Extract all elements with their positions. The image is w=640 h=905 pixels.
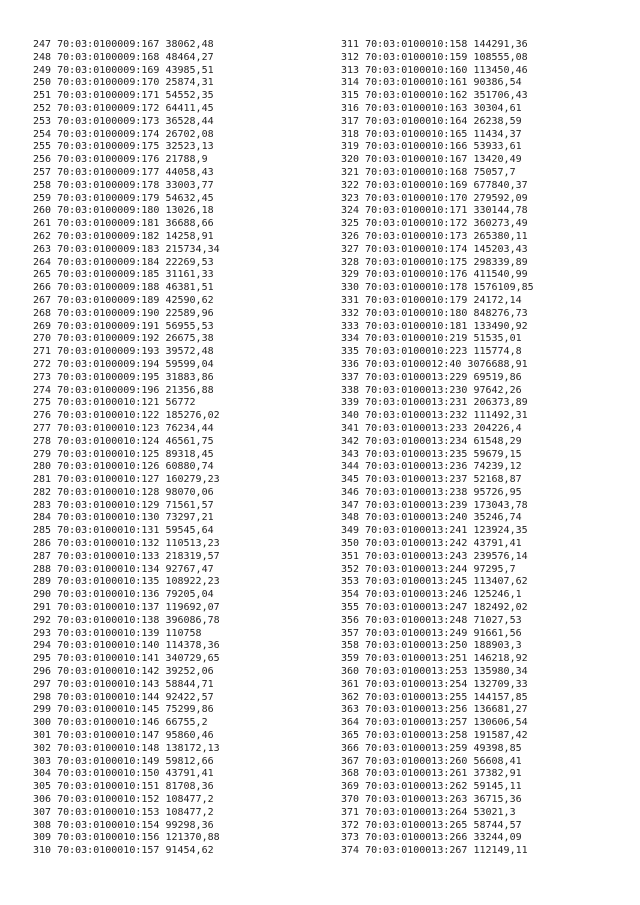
table-row: 279 70:03:0100010:125 89318,45 xyxy=(33,448,214,460)
table-row: 326 70:03:0100010:173 265380,11 xyxy=(341,230,528,242)
table-row: 295 70:03:0100010:141 340729,65 xyxy=(33,653,220,665)
table-row: 287 70:03:0100010:133 218319,57 xyxy=(33,550,220,562)
table-row: 320 70:03:0100010:167 13420,49 xyxy=(341,154,522,166)
table-row: 369 70:03:0100013:262 59145,11 xyxy=(341,781,522,793)
table-row: 254 70:03:0100009:174 26702,08 xyxy=(33,128,214,140)
table-row: 292 70:03:0100010:138 396086,78 xyxy=(33,614,220,626)
table-row: 357 70:03:0100013:249 91661,56 xyxy=(341,627,522,639)
table-row: 293 70:03:0100010:139 110758 xyxy=(33,627,202,639)
right-column xyxy=(341,39,534,858)
table-row: 343 70:03:0100013:235 59679,15 xyxy=(341,448,522,460)
table-row: 374 70:03:0100013:267 112149,11 xyxy=(341,845,528,857)
table-row: 250 70:03:0100009:170 25874,31 xyxy=(33,77,214,89)
table-row: 332 70:03:0100010:180 848276,73 xyxy=(341,307,528,319)
table-row: 283 70:03:0100010:129 71561,57 xyxy=(33,499,214,511)
table-row: 253 70:03:0100009:173 36528,44 xyxy=(33,115,214,127)
table-row: 255 70:03:0100009:175 32523,13 xyxy=(33,141,214,153)
table-row: 282 70:03:0100010:128 98070,06 xyxy=(33,486,214,498)
table-row: 280 70:03:0100010:126 60880,74 xyxy=(33,461,214,473)
table-row: 328 70:03:0100010:175 298339,89 xyxy=(341,256,528,268)
table-row: 296 70:03:0100010:142 39252,06 xyxy=(33,666,214,678)
table-row: 348 70:03:0100013:240 35246,74 xyxy=(341,512,522,524)
table-row: 350 70:03:0100013:242 43791,41 xyxy=(341,538,522,550)
table-row: 313 70:03:0100010:160 113450,46 xyxy=(341,64,528,76)
table-row: 352 70:03:0100013:244 97295,7 xyxy=(341,563,516,575)
table-row: 312 70:03:0100010:159 108555,08 xyxy=(341,51,528,63)
table-row: 310 70:03:0100010:157 91454,62 xyxy=(33,845,214,857)
table-row: 367 70:03:0100013:260 56608,41 xyxy=(341,755,522,767)
table-row: 303 70:03:0100010:149 59812,66 xyxy=(33,755,214,767)
table-row: 278 70:03:0100010:124 46561,75 xyxy=(33,435,214,447)
table-row: 307 70:03:0100010:153 108477,2 xyxy=(33,806,214,818)
table-row: 259 70:03:0100009:179 54632,45 xyxy=(33,192,214,204)
table-row: 339 70:03:0100013:231 206373,89 xyxy=(341,397,528,409)
table-row: 333 70:03:0100010:181 133490,92 xyxy=(341,320,528,332)
table-row: 316 70:03:0100010:163 30304,61 xyxy=(341,102,522,114)
table-row: 361 70:03:0100013:254 132709,33 xyxy=(341,678,528,690)
table-row: 273 70:03:0100009:195 31883,86 xyxy=(33,371,214,383)
table-row: 284 70:03:0100010:130 73297,21 xyxy=(33,512,214,524)
table-row: 341 70:03:0100013:233 204226,4 xyxy=(341,422,522,434)
table-row: 290 70:03:0100010:136 79205,04 xyxy=(33,589,214,601)
table-row: 309 70:03:0100010:156 121370,88 xyxy=(33,832,220,844)
table-row: 342 70:03:0100013:234 61548,29 xyxy=(341,435,522,447)
table-row: 337 70:03:0100013:229 69519,86 xyxy=(341,371,522,383)
table-row: 359 70:03:0100013:251 146218,92 xyxy=(341,653,528,665)
table-row: 324 70:03:0100010:171 330144,78 xyxy=(341,205,528,217)
table-row: 353 70:03:0100013:245 113407,62 xyxy=(341,576,528,588)
table-row: 264 70:03:0100009:184 22269,53 xyxy=(33,256,214,268)
table-row: 262 70:03:0100009:182 14258,91 xyxy=(33,230,214,242)
table-row: 362 70:03:0100013:255 144157,85 xyxy=(341,691,528,703)
table-row: 306 70:03:0100010:152 108477,2 xyxy=(33,794,214,806)
table-row: 345 70:03:0100013:237 52168,87 xyxy=(341,474,522,486)
table-row: 308 70:03:0100010:154 99298,36 xyxy=(33,819,214,831)
table-row: 248 70:03:0100009:168 48464,27 xyxy=(33,51,214,63)
table-row: 331 70:03:0100010:179 24172,14 xyxy=(341,294,522,306)
table-row: 360 70:03:0100013:253 135980,34 xyxy=(341,666,528,678)
table-row: 336 70:03:0100012:40 3076688,91 xyxy=(341,358,528,370)
table-row: 366 70:03:0100013:259 49398,85 xyxy=(341,742,522,754)
table-row: 322 70:03:0100010:169 677840,37 xyxy=(341,179,528,191)
table-row: 370 70:03:0100013:263 36715,36 xyxy=(341,794,522,806)
table-row: 315 70:03:0100010:162 351706,43 xyxy=(341,90,528,102)
table-row: 351 70:03:0100013:243 239576,14 xyxy=(341,550,528,562)
table-row: 363 70:03:0100013:256 136681,27 xyxy=(341,704,528,716)
table-row: 276 70:03:0100010:122 185276,02 xyxy=(33,410,220,422)
table-row: 372 70:03:0100013:265 58744,57 xyxy=(341,819,522,831)
table-row: 267 70:03:0100009:189 42590,62 xyxy=(33,294,214,306)
table-row: 297 70:03:0100010:143 58844,71 xyxy=(33,678,214,690)
table-row: 321 70:03:0100010:168 75057,7 xyxy=(341,166,516,178)
table-row: 258 70:03:0100009:178 33003,77 xyxy=(33,179,214,191)
table-row: 291 70:03:0100010:137 119692,07 xyxy=(33,602,220,614)
table-row: 355 70:03:0100013:247 182492,02 xyxy=(341,602,528,614)
table-row: 256 70:03:0100009:176 21788,9 xyxy=(33,154,208,166)
table-row: 268 70:03:0100009:190 22589,96 xyxy=(33,307,214,319)
table-row: 364 70:03:0100013:257 130606,54 xyxy=(341,717,528,729)
table-row: 347 70:03:0100013:239 173043,78 xyxy=(341,499,528,511)
table-row: 300 70:03:0100010:146 66755,2 xyxy=(33,717,208,729)
table-row: 354 70:03:0100013:246 125246,1 xyxy=(341,589,522,601)
table-row: 247 70:03:0100009:167 38062,48 xyxy=(33,39,214,50)
table-row: 346 70:03:0100013:238 95726,95 xyxy=(341,486,522,498)
table-row: 314 70:03:0100010:161 90386,54 xyxy=(341,77,522,89)
table-row: 265 70:03:0100009:185 31161,33 xyxy=(33,269,214,281)
table-row: 323 70:03:0100010:170 279592,09 xyxy=(341,192,528,204)
table-row: 319 70:03:0100010:166 53933,61 xyxy=(341,141,522,153)
table-row: 257 70:03:0100009:177 44058,43 xyxy=(33,166,214,178)
table-row: 263 70:03:0100009:183 215734,34 xyxy=(33,243,220,255)
table-row: 285 70:03:0100010:131 59545,64 xyxy=(33,525,214,537)
table-row: 330 70:03:0100010:178 1576109,85 xyxy=(341,282,534,294)
left-column xyxy=(33,39,220,858)
table-row: 271 70:03:0100009:193 39572,48 xyxy=(33,346,214,358)
table-row: 270 70:03:0100009:192 26675,38 xyxy=(33,333,214,345)
table-row: 275 70:03:0100010:121 56772 xyxy=(33,397,196,409)
table-row: 298 70:03:0100010:144 92422,57 xyxy=(33,691,214,703)
table-row: 368 70:03:0100013:261 37382,91 xyxy=(341,768,522,780)
table-row: 269 70:03:0100009:191 56955,53 xyxy=(33,320,214,332)
table-row: 340 70:03:0100013:232 111492,31 xyxy=(341,410,528,422)
table-row: 266 70:03:0100009:188 46381,51 xyxy=(33,282,214,294)
table-row: 274 70:03:0100009:196 21356,88 xyxy=(33,384,214,396)
table-row: 358 70:03:0100013:250 188903,3 xyxy=(341,640,522,652)
table-row: 301 70:03:0100010:147 95860,46 xyxy=(33,730,214,742)
table-row: 317 70:03:0100010:164 26238,59 xyxy=(341,115,522,127)
table-row: 261 70:03:0100009:181 36688,66 xyxy=(33,218,214,230)
table-row: 249 70:03:0100009:169 43985,51 xyxy=(33,64,214,76)
table-row: 252 70:03:0100009:172 64411,45 xyxy=(33,102,214,114)
table-row: 338 70:03:0100013:230 97642,26 xyxy=(341,384,522,396)
table-row: 299 70:03:0100010:145 75299,86 xyxy=(33,704,214,716)
table-row: 260 70:03:0100009:180 13026,18 xyxy=(33,205,214,217)
table-row: 277 70:03:0100010:123 76234,44 xyxy=(33,422,214,434)
table-row: 371 70:03:0100013:264 53021,3 xyxy=(341,806,516,818)
table-row: 251 70:03:0100009:171 54552,35 xyxy=(33,90,214,102)
table-row: 304 70:03:0100010:150 43791,41 xyxy=(33,768,214,780)
table-row: 294 70:03:0100010:140 114378,36 xyxy=(33,640,220,652)
table-row: 305 70:03:0100010:151 81708,36 xyxy=(33,781,214,793)
table-row: 281 70:03:0100010:127 160279,23 xyxy=(33,474,220,486)
table-row: 289 70:03:0100010:135 108922,23 xyxy=(33,576,220,588)
table-row: 356 70:03:0100013:248 71027,53 xyxy=(341,614,522,626)
table-row: 325 70:03:0100010:172 360273,49 xyxy=(341,218,528,230)
table-row: 286 70:03:0100010:132 110513,23 xyxy=(33,538,220,550)
table-row: 318 70:03:0100010:165 11434,37 xyxy=(341,128,522,140)
table-row: 288 70:03:0100010:134 92767,47 xyxy=(33,563,214,575)
table-row: 373 70:03:0100013:266 33244,09 xyxy=(341,832,522,844)
table-row: 329 70:03:0100010:176 411540,99 xyxy=(341,269,528,281)
table-row: 272 70:03:0100009:194 59599,04 xyxy=(33,358,214,370)
table-row: 334 70:03:0100010:219 51535,01 xyxy=(341,333,522,345)
table-row: 349 70:03:0100013:241 123924,35 xyxy=(341,525,528,537)
table-row: 365 70:03:0100013:258 191587,42 xyxy=(341,730,528,742)
table-row: 311 70:03:0100010:158 144291,36 xyxy=(341,39,528,50)
table-row: 302 70:03:0100010:148 138172,13 xyxy=(33,742,220,754)
table-row: 335 70:03:0100010:223 115774,8 xyxy=(341,346,522,358)
table-row: 327 70:03:0100010:174 145203,43 xyxy=(341,243,528,255)
table-row: 344 70:03:0100013:236 74239,12 xyxy=(341,461,522,473)
